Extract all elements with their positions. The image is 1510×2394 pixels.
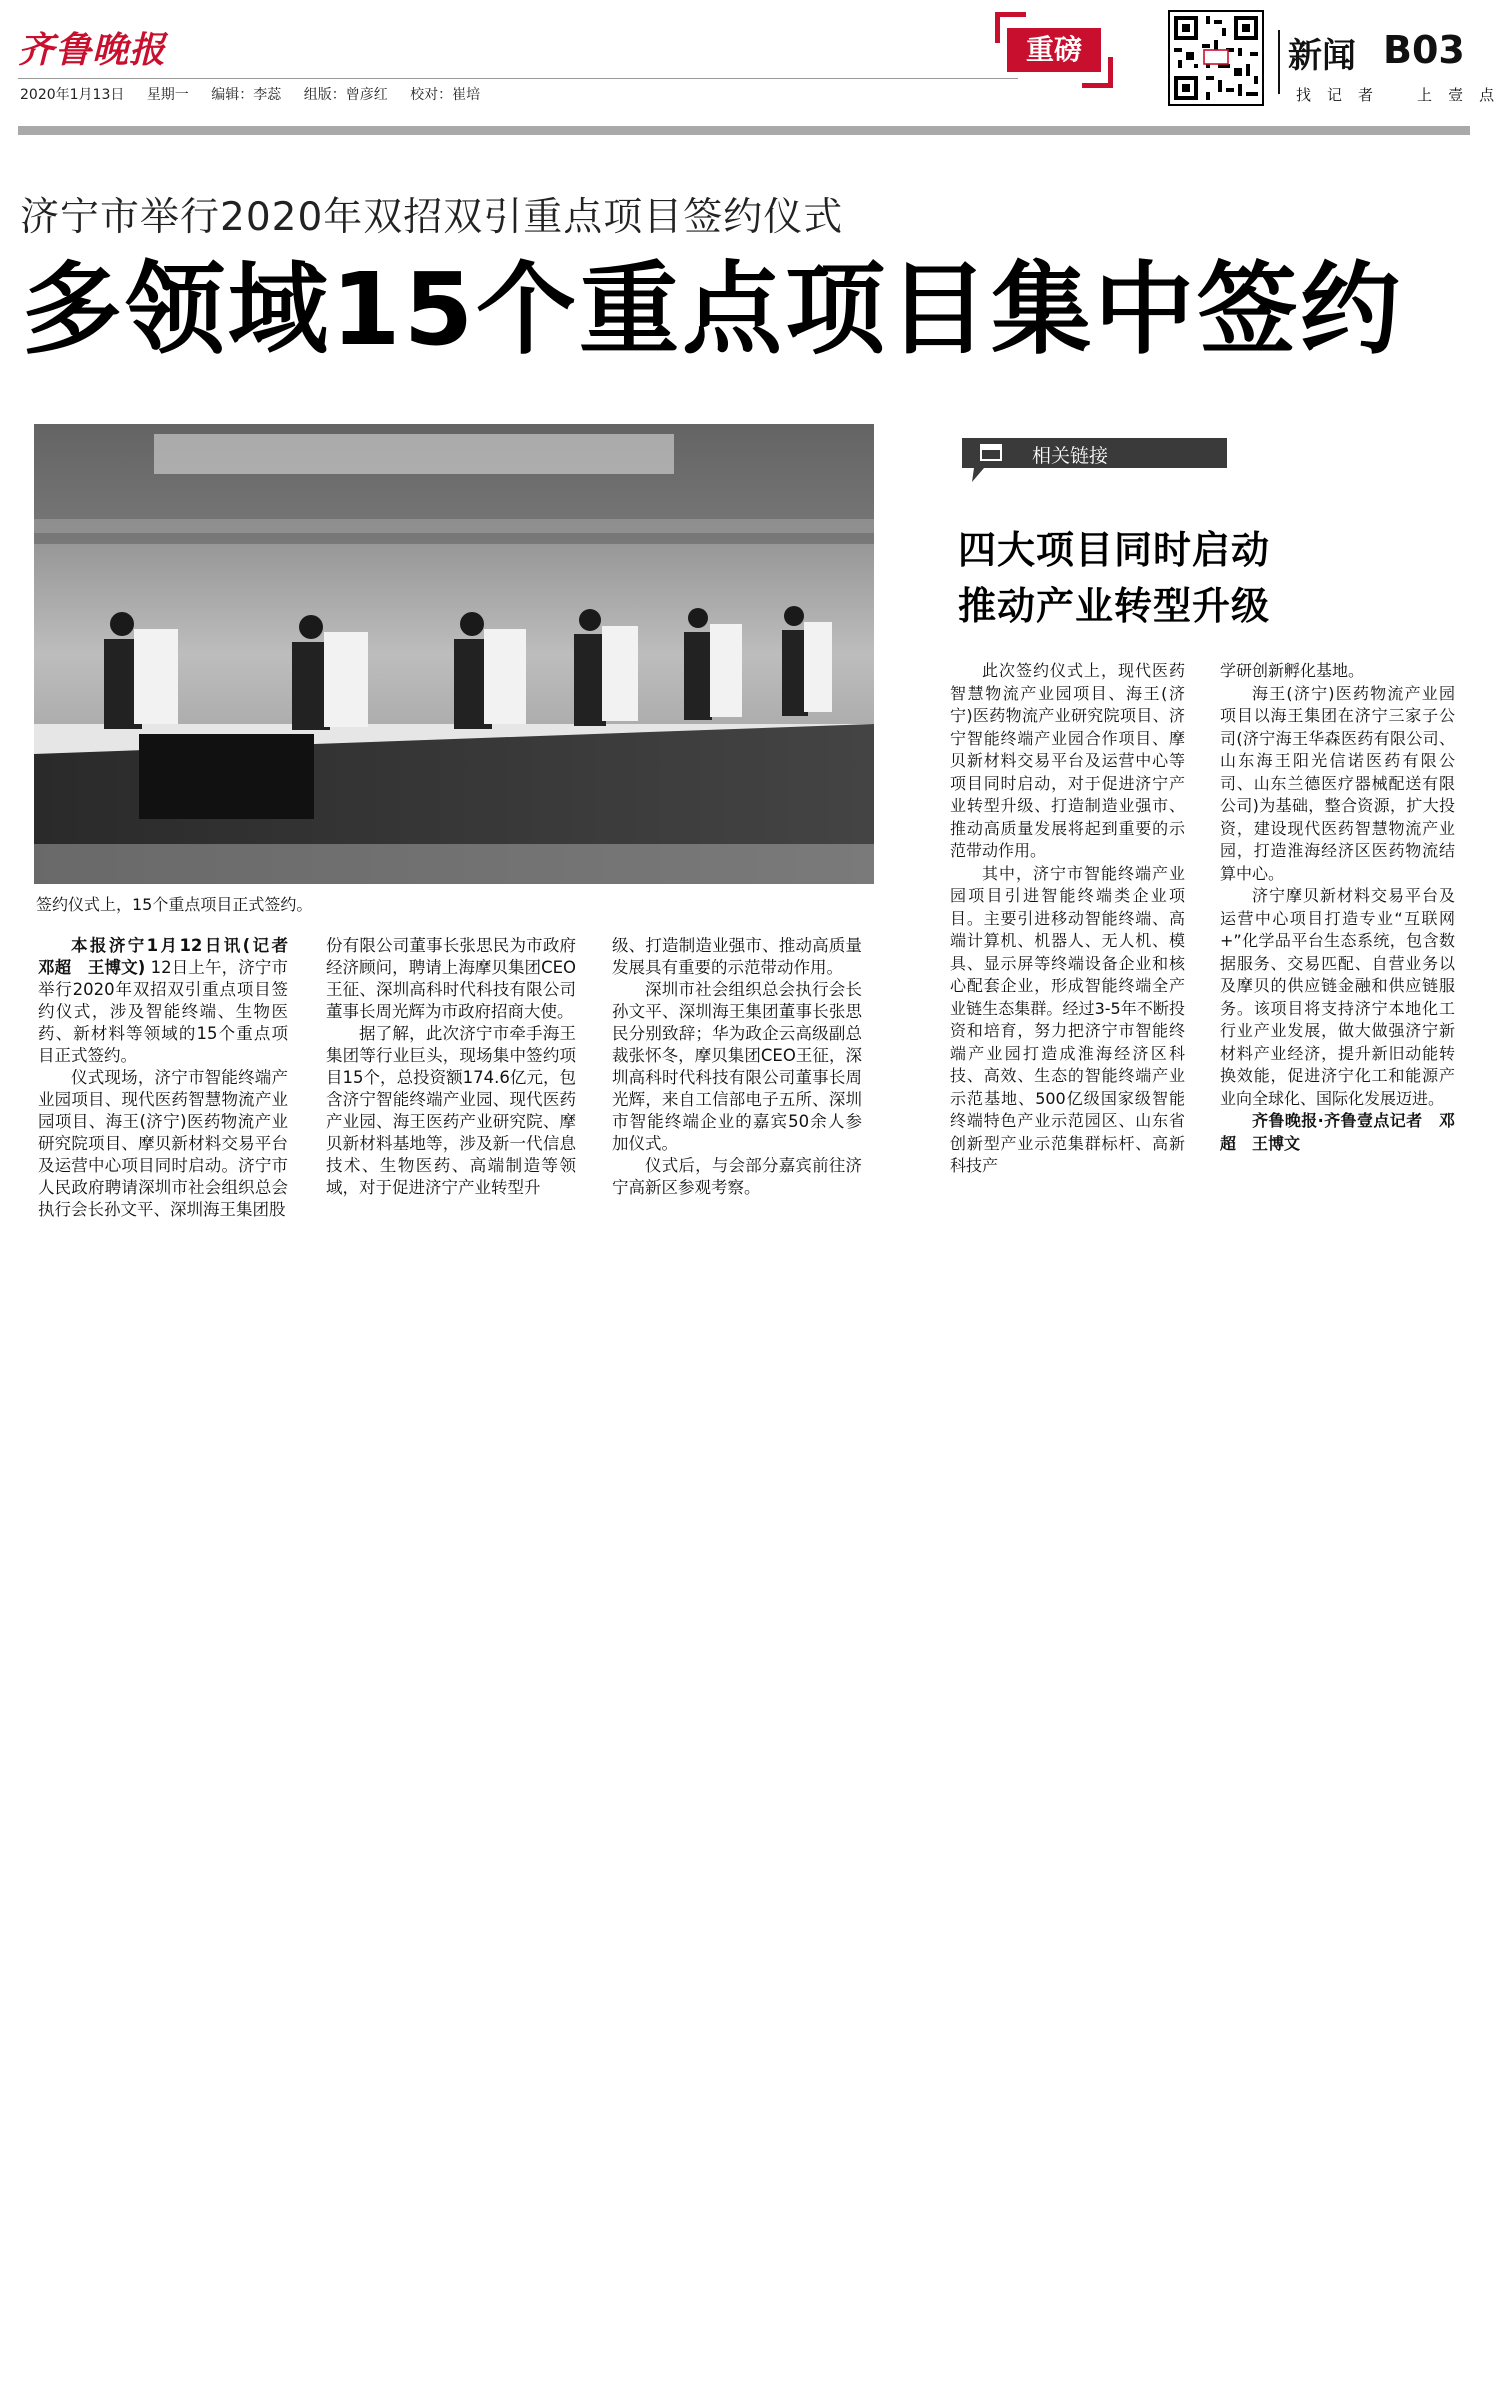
related-paragraph: 此次签约仪式上，现代医药智慧物流产业园项目、海王(济宁)医药物流产业研究院项目、济宁智能终端产业园合作项目、摩贝新材料交易平台及运营中心等项目同时启动，对于促进济宁产业转型升级、打造制造业强市、推动高质量发展将起到重要的示范带动作用。 [950, 661, 1185, 860]
related-title-line: 推动产业转型升级 [958, 584, 1271, 628]
related-link-label: 相关链接 [1032, 445, 1109, 467]
paragraph-text: 12日上午，济宁市举行2020年双招双引重点项目签约仪式，涉及智能终端、生物医药、新材料等领域的15个重点项目正式签约。 [38, 958, 289, 1065]
article-paragraph [38, 935, 305, 1067]
issue-meta [20, 84, 498, 104]
page-number: B03 [1383, 28, 1465, 72]
article-kicker: 济宁市举行2020年双招双引重点项目签约仪式 [20, 195, 844, 240]
proofread-credit: 校对：崔培 [410, 87, 481, 103]
signing-ceremony-photo [34, 424, 874, 884]
related-title [958, 522, 1270, 634]
slogan-char: 上 [1417, 86, 1435, 104]
issue-date: 2020年1月13日 [20, 87, 125, 103]
article-column-2 [326, 935, 576, 1199]
article-dateline: 本报济宁1月12日讯(记者 邓超 王博文) [38, 936, 305, 977]
slogan-char: 壹 [1448, 86, 1466, 104]
article-paragraph: 级、打造制造业强市、推动高质量发展具有重要的示范带动作用。 [612, 936, 862, 977]
newspaper-logo: 齐鲁晚报 [18, 29, 167, 71]
slogan [1296, 84, 1510, 105]
related-byline: 齐鲁晚报·齐鲁壹点记者 邓超 王博文 [1220, 1111, 1455, 1153]
section-badge [995, 12, 1113, 88]
section-divider [1278, 30, 1280, 94]
article-headline: 多领域15个重点项目集中签约 [22, 251, 1404, 368]
slogan-char: 者 [1358, 86, 1376, 104]
article-column-3 [612, 935, 862, 1199]
article-column-1 [38, 935, 305, 1221]
badge-label: 重磅 [1007, 28, 1101, 72]
related-link-tag [962, 438, 1227, 474]
article-paragraph: 据了解，此次济宁市牵手海王集团等行业巨头，现场集中签约项目15个，总投资额174.6亿元，包含济宁智能终端产业园、现代医药产业园、海王医药产业研究院、摩贝新材料基地等，涉及新一代信息技术、生物医药、高端制造等领域，对于促进济宁产业转型升 [326, 1024, 576, 1197]
related-paragraph: 学研创新孵化基地。 [1220, 661, 1365, 680]
window-icon [980, 444, 1002, 461]
editor-credit: 编辑：李蕊 [211, 87, 282, 103]
related-column-2 [1220, 660, 1455, 1155]
photo-caption: 签约仪式上，15个重点项目正式签约。 [36, 895, 313, 914]
article-paragraph: 份有限公司董事长张思民为市政府经济顾问，聘请上海摩贝集团CEO王征、深圳高科时代科技有限公司董事长周光辉为市政府招商大使。 [326, 936, 576, 1021]
slogan-char: 记 [1327, 86, 1345, 104]
issue-weekday: 星期一 [146, 87, 189, 103]
article-paragraph: 仪式后，与会部分嘉宾前往济宁高新区参观考察。 [612, 1156, 862, 1197]
section-name: 新闻 [1288, 36, 1356, 76]
related-paragraph: 海王(济宁)医药物流产业园项目以海王集团在济宁三家子公司(济宁海王华森医药有限公司、山东海王阳光信诺医药有限公司、山东兰德医疗器械配送有限公司)为基础，整合资源，扩大投资，建设现代医药智慧物流产业园，打造淮海经济区医药物流结算中心。 [1220, 683, 1455, 883]
related-title-line: 四大项目同时启动 [958, 528, 1271, 572]
related-column-1 [950, 660, 1185, 1178]
slogan-char: 找 [1296, 86, 1314, 104]
masthead-rule [18, 78, 1018, 79]
related-paragraph: 其中，济宁市智能终端产业园项目引进智能终端类企业项目。主要引进移动智能终端、高端计算机、机器人、无人机、模具、显示屏等终端设备企业和核心配套企业，形成智能终端全产业链生态集群。经过3-5年不断投资和培育，努力把济宁市智能终端产业园打造成淮海经济区科技、高效、生态的智能终端产业示范基地、500亿级国家级智能终端特色产业示范园区、山东省创新型产业示范集群标杆、高新科技产 [950, 863, 1185, 1175]
related-paragraph: 济宁摩贝新材料交易平台及运营中心项目打造专业“互联网+”化学品平台生态系统，包含数据服务、交易匹配、自营业务以及摩贝的供应链金融和供应链服务。该项目将支持济宁本地化工行业产业发展，做大做强济宁新材料产业经济，提升新旧动能转换效能，促进济宁化工和能源产业向全球化、国际化发展迈进。 [1220, 886, 1455, 1108]
article-paragraph: 仪式现场，济宁市智能终端产业园项目、现代医药智慧物流产业园项目、海王(济宁)医药物流产业研究院项目、摩贝新材料交易平台及运营中心项目同时启动。济宁市人民政府聘请深圳市社会组织总会执行会长孙文平、深圳海王集团股 [38, 1068, 288, 1219]
qr-code-icon [1168, 10, 1264, 106]
layout-credit: 组版：曾彦红 [303, 87, 388, 103]
header-rule [18, 126, 1470, 135]
slogan-char: 点 [1479, 86, 1497, 104]
article-paragraph: 深圳市社会组织总会执行会长孙文平、深圳海王集团董事长张思民分别致辞；华为政企云高级副总裁张怀冬，摩贝集团CEO王征，深圳高科时代科技有限公司董事长周光辉，来自工信部电子五所、深圳市智能终端企业的嘉宾50余人参加仪式。 [612, 980, 862, 1153]
